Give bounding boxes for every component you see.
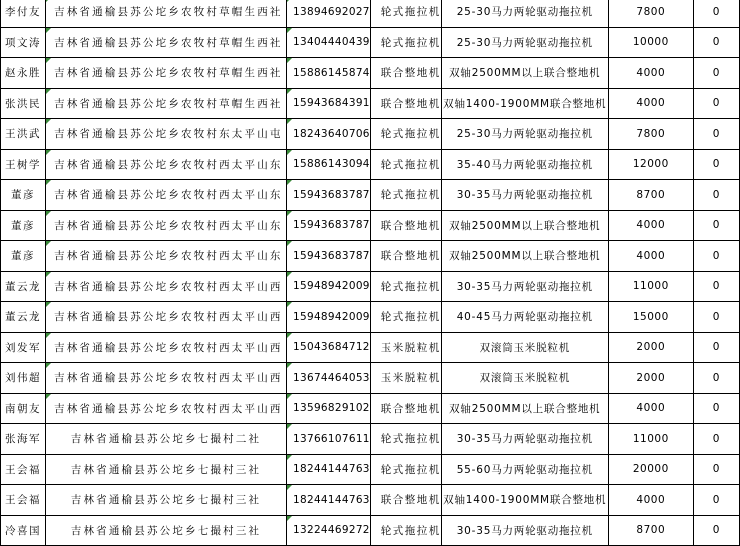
model-cell: 双轴2500MM以上联合整地机: [441, 393, 608, 424]
machine-type-cell: 联合整地机: [370, 58, 441, 89]
address-cell: 吉林省通榆县苏公坨乡农牧村西太平山西: [46, 363, 287, 394]
phone-cell: 13224469272: [287, 515, 371, 546]
price-cell: 2000: [608, 332, 693, 363]
extra-cell: 0: [693, 393, 739, 424]
machine-type-cell: 轮式拖拉机: [370, 271, 441, 302]
machine-type-cell: 联合整地机: [370, 393, 441, 424]
phone-cell: 15943683787: [287, 210, 371, 241]
price-cell: 4000: [608, 485, 693, 516]
phone-cell: 18244144763: [287, 485, 371, 516]
phone-cell: 15943683787: [287, 180, 371, 211]
machine-type-cell: 玉米脱粒机: [370, 332, 441, 363]
machine-type-cell: 联合整地机: [370, 210, 441, 241]
extra-cell: 0: [693, 515, 739, 546]
price-cell: 15000: [608, 302, 693, 333]
phone-cell: 13894692027: [287, 0, 371, 27]
table-body: [1, 0, 740, 546]
model-cell: 30-35马力两轮驱动拖拉机: [441, 180, 608, 211]
name-cell: 张海军: [1, 424, 46, 455]
model-cell: 35-40马力两轮驱动拖拉机: [441, 149, 608, 180]
table-row: [1, 88, 740, 119]
price-cell: 8700: [608, 180, 693, 211]
phone-cell: 15943684391: [287, 88, 371, 119]
name-cell: 刘发军: [1, 332, 46, 363]
extra-cell: 0: [693, 454, 739, 485]
price-cell: 2000: [608, 363, 693, 394]
model-cell: 双轴1400-1900MM联合整地机: [441, 485, 608, 516]
name-cell: 王会福: [1, 485, 46, 516]
machine-type-cell: 轮式拖拉机: [370, 27, 441, 58]
price-cell: 20000: [608, 454, 693, 485]
phone-cell: 13404440439: [287, 27, 371, 58]
name-cell: 董云龙: [1, 271, 46, 302]
address-cell: 吉林省通榆县苏公坨乡七撮村二社: [46, 424, 287, 455]
model-cell: 30-35马力两轮驱动拖拉机: [441, 271, 608, 302]
model-cell: 双轴1400-1900MM联合整地机: [441, 88, 608, 119]
name-cell: 董彦: [1, 180, 46, 211]
machine-type-cell: 联合整地机: [370, 88, 441, 119]
model-cell: 30-35马力两轮驱动拖拉机: [441, 424, 608, 455]
model-cell: 25-30马力两轮驱动拖拉机: [441, 0, 608, 27]
table-row: [1, 485, 740, 516]
machine-type-cell: 轮式拖拉机: [370, 149, 441, 180]
phone-cell: 15043684712: [287, 332, 371, 363]
table-row: [1, 454, 740, 485]
extra-cell: 0: [693, 119, 739, 150]
table-row: [1, 210, 740, 241]
table-row: [1, 363, 740, 394]
price-cell: 4000: [608, 58, 693, 89]
extra-cell: 0: [693, 332, 739, 363]
extra-cell: 0: [693, 180, 739, 211]
table-row: [1, 0, 740, 27]
machine-type-cell: 轮式拖拉机: [370, 302, 441, 333]
address-cell: 吉林省通榆县苏公坨乡农牧村西太平山东: [46, 241, 287, 272]
price-cell: 10000: [608, 27, 693, 58]
address-cell: 吉林省通榆县苏公坨乡七撮村三社: [46, 515, 287, 546]
table-row: [1, 149, 740, 180]
address-cell: 吉林省通榆县苏公坨乡农牧村西太平山西: [46, 302, 287, 333]
name-cell: 李付友: [1, 0, 46, 27]
address-cell: 吉林省通榆县苏公坨乡农牧村草帽生西社: [46, 0, 287, 27]
phone-cell: 15886143094: [287, 149, 371, 180]
table-row: [1, 241, 740, 272]
name-cell: 王会福: [1, 454, 46, 485]
name-cell: 王洪武: [1, 119, 46, 150]
machine-type-cell: 联合整地机: [370, 241, 441, 272]
phone-cell: 18243640706: [287, 119, 371, 150]
extra-cell: 0: [693, 241, 739, 272]
extra-cell: 0: [693, 424, 739, 455]
extra-cell: 0: [693, 302, 739, 333]
phone-cell: 18244144763: [287, 454, 371, 485]
address-cell: 吉林省通榆县苏公坨乡农牧村西太平山东: [46, 210, 287, 241]
price-cell: 4000: [608, 393, 693, 424]
price-cell: 7800: [608, 0, 693, 27]
table-row: [1, 180, 740, 211]
phone-cell: 15943683787: [287, 241, 371, 272]
model-cell: 25-30马力两轮驱动拖拉机: [441, 119, 608, 150]
name-cell: 王树学: [1, 149, 46, 180]
extra-cell: 0: [693, 0, 739, 27]
table-row: [1, 302, 740, 333]
machine-type-cell: 轮式拖拉机: [370, 515, 441, 546]
name-cell: 赵永胜: [1, 58, 46, 89]
phone-cell: 13766107611: [287, 424, 371, 455]
model-cell: 25-30马力两轮驱动拖拉机: [441, 27, 608, 58]
machine-type-cell: 轮式拖拉机: [370, 0, 441, 27]
table-row: [1, 27, 740, 58]
machine-type-cell: 轮式拖拉机: [370, 180, 441, 211]
price-cell: 12000: [608, 149, 693, 180]
name-cell: 张洪民: [1, 88, 46, 119]
model-cell: 双滚筒玉米脱粒机: [441, 363, 608, 394]
name-cell: 董云龙: [1, 302, 46, 333]
model-cell: 双轴2500MM以上联合整地机: [441, 210, 608, 241]
table-row: [1, 515, 740, 546]
model-cell: 双轴2500MM以上联合整地机: [441, 241, 608, 272]
extra-cell: 0: [693, 271, 739, 302]
phone-cell: 15886145874: [287, 58, 371, 89]
price-cell: 11000: [608, 271, 693, 302]
address-cell: 吉林省通榆县苏公坨乡农牧村草帽生西社: [46, 58, 287, 89]
machine-type-cell: 轮式拖拉机: [370, 454, 441, 485]
table-row: [1, 271, 740, 302]
phone-cell: 15948942009: [287, 271, 371, 302]
model-cell: 双轴2500MM以上联合整地机: [441, 58, 608, 89]
price-cell: 11000: [608, 424, 693, 455]
extra-cell: 0: [693, 58, 739, 89]
table-row: [1, 119, 740, 150]
address-cell: 吉林省通榆县苏公坨乡七撮村三社: [46, 485, 287, 516]
name-cell: 刘伟超: [1, 363, 46, 394]
model-cell: 双滚筒玉米脱粒机: [441, 332, 608, 363]
extra-cell: 0: [693, 27, 739, 58]
address-cell: 吉林省通榆县苏公坨乡农牧村草帽生西社: [46, 27, 287, 58]
table-row: [1, 332, 740, 363]
name-cell: 冷喜国: [1, 515, 46, 546]
machine-type-cell: 玉米脱粒机: [370, 363, 441, 394]
phone-cell: 13596829102: [287, 393, 371, 424]
name-cell: 项文涛: [1, 27, 46, 58]
extra-cell: 0: [693, 485, 739, 516]
price-cell: 8700: [608, 515, 693, 546]
model-cell: 55-60马力两轮驱动拖拉机: [441, 454, 608, 485]
price-cell: 4000: [608, 88, 693, 119]
table-row: [1, 58, 740, 89]
extra-cell: 0: [693, 88, 739, 119]
extra-cell: 0: [693, 363, 739, 394]
machine-type-cell: 轮式拖拉机: [370, 119, 441, 150]
extra-cell: 0: [693, 210, 739, 241]
table-row: [1, 393, 740, 424]
table-row: [1, 424, 740, 455]
machine-type-cell: 联合整地机: [370, 485, 441, 516]
phone-cell: 15948942009: [287, 302, 371, 333]
price-cell: 4000: [608, 241, 693, 272]
name-cell: 董彦: [1, 241, 46, 272]
address-cell: 吉林省通榆县苏公坨乡农牧村西太平山西: [46, 393, 287, 424]
extra-cell: 0: [693, 149, 739, 180]
price-cell: 4000: [608, 210, 693, 241]
machine-type-cell: 轮式拖拉机: [370, 424, 441, 455]
address-cell: 吉林省通榆县苏公坨乡农牧村草帽生西社: [46, 88, 287, 119]
name-cell: 南朝友: [1, 393, 46, 424]
model-cell: 40-45马力两轮驱动拖拉机: [441, 302, 608, 333]
price-cell: 7800: [608, 119, 693, 150]
address-cell: 吉林省通榆县苏公坨乡农牧村西太平山东: [46, 180, 287, 211]
address-cell: 吉林省通榆县苏公坨乡七撮村三社: [46, 454, 287, 485]
phone-cell: 13674464053: [287, 363, 371, 394]
address-cell: 吉林省通榆县苏公坨乡农牧村西太平山东: [46, 149, 287, 180]
address-cell: 吉林省通榆县苏公坨乡农牧村东太平山屯: [46, 119, 287, 150]
name-cell: 董彦: [1, 210, 46, 241]
model-cell: 30-35马力两轮驱动拖拉机: [441, 515, 608, 546]
address-cell: 吉林省通榆县苏公坨乡农牧村西太平山西: [46, 332, 287, 363]
address-cell: 吉林省通榆县苏公坨乡农牧村西太平山西: [46, 271, 287, 302]
